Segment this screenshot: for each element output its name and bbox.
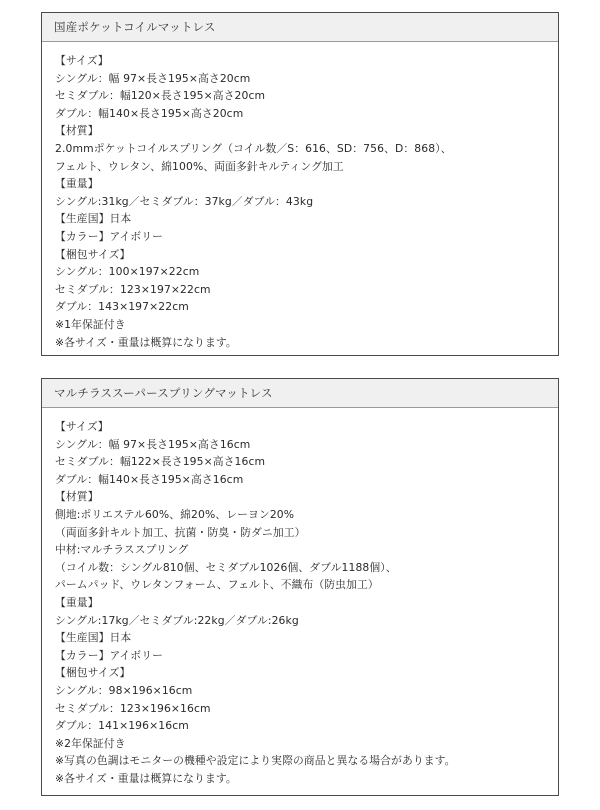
spec-line: 2.0mmポケットコイルスプリング（コイル数／S：616、SD：756、D：868）、 <box>55 141 452 155</box>
spec-line: セミダブル：123×197×22cm <box>55 282 211 296</box>
spec-box-multilath <box>41 378 559 796</box>
spec-line-size-heading: 【サイズ】 <box>55 54 109 67</box>
spec-line-note: ※写真の色調はモニターの機種や設定により実際の商品と異なる場合があります。 <box>55 754 456 768</box>
spec-box-body <box>42 408 558 787</box>
spec-line-note: ※各サイズ・重量は概算になります。 <box>55 335 237 349</box>
spec-line: 中材:マルチラススプリング <box>55 543 189 557</box>
spec-line-weight-heading: 【重量】 <box>55 595 99 609</box>
spec-line: シングル:17kg／セミダブル:22kg／ダブル:26kg <box>55 613 299 627</box>
spec-box-body <box>42 42 558 351</box>
spec-line-package-heading: 【梱包サイズ】 <box>55 247 131 261</box>
spec-line-color: 【カラー】アイボリー <box>55 229 163 243</box>
spec-line-material-heading: 【材質】 <box>55 490 99 504</box>
spec-line-weight-heading: 【重量】 <box>55 177 99 191</box>
spec-line-size-heading: 【サイズ】 <box>55 420 109 433</box>
spec-line: セミダブル：幅122×長さ195×高さ16cm <box>55 455 266 469</box>
spec-line: シングル：98×196×16cm <box>55 683 193 697</box>
spec-line-package-heading: 【梱包サイズ】 <box>55 666 131 680</box>
spec-line: シングル：幅 97×長さ195×高さ20cm <box>55 71 251 85</box>
spec-line: 側地:ポリエステル60%、綿20%、レーヨン20% <box>55 507 295 521</box>
spec-line: ダブル：幅140×長さ195×高さ16cm <box>55 472 244 486</box>
spec-line: （両面多針キルト加工、抗菌・防臭・防ダニ加工） <box>55 525 306 539</box>
spec-line: フェルト、ウレタン、綿100%、両面多針キルティング加工 <box>55 159 344 173</box>
spec-line: パームパッド、ウレタンフォーム、フェルト、不織布（防虫加工） <box>55 578 379 592</box>
spec-box-title: 国産ポケットコイルマットレス <box>42 13 558 42</box>
spec-box-pocket-coil <box>41 12 559 356</box>
spec-line-note: ※各サイズ・重量は概算になります。 <box>55 771 237 785</box>
spec-line: シングル:31kg／セミダブル：37kg／ダブル：43kg <box>55 194 314 208</box>
spec-line: シングル：幅 97×長さ195×高さ16cm <box>55 437 251 451</box>
spec-line: ダブル：幅140×長さ195×高さ20cm <box>55 106 244 120</box>
spec-line: シングル：100×197×22cm <box>55 265 200 279</box>
spec-line: ダブル：143×197×22cm <box>55 300 189 314</box>
spec-line-origin: 【生産国】日本 <box>55 631 132 645</box>
spec-line-color: 【カラー】アイボリー <box>55 648 163 662</box>
spec-line: （コイル数：シングル810個、セミダブル1026個、ダブル1188個）、 <box>55 560 397 574</box>
spec-line-material-heading: 【材質】 <box>55 124 99 138</box>
spec-box-title: マルチラススーパースプリングマットレス <box>42 379 558 408</box>
spec-line-note: ※2年保証付き <box>55 736 126 750</box>
spec-line-note: ※1年保証付き <box>55 317 126 331</box>
spec-line: セミダブル：幅120×長さ195×高さ20cm <box>55 89 266 103</box>
spec-line: ダブル：141×196×16cm <box>55 719 189 733</box>
spec-line: セミダブル：123×196×16cm <box>55 701 211 715</box>
spec-line-origin: 【生産国】日本 <box>55 212 132 226</box>
